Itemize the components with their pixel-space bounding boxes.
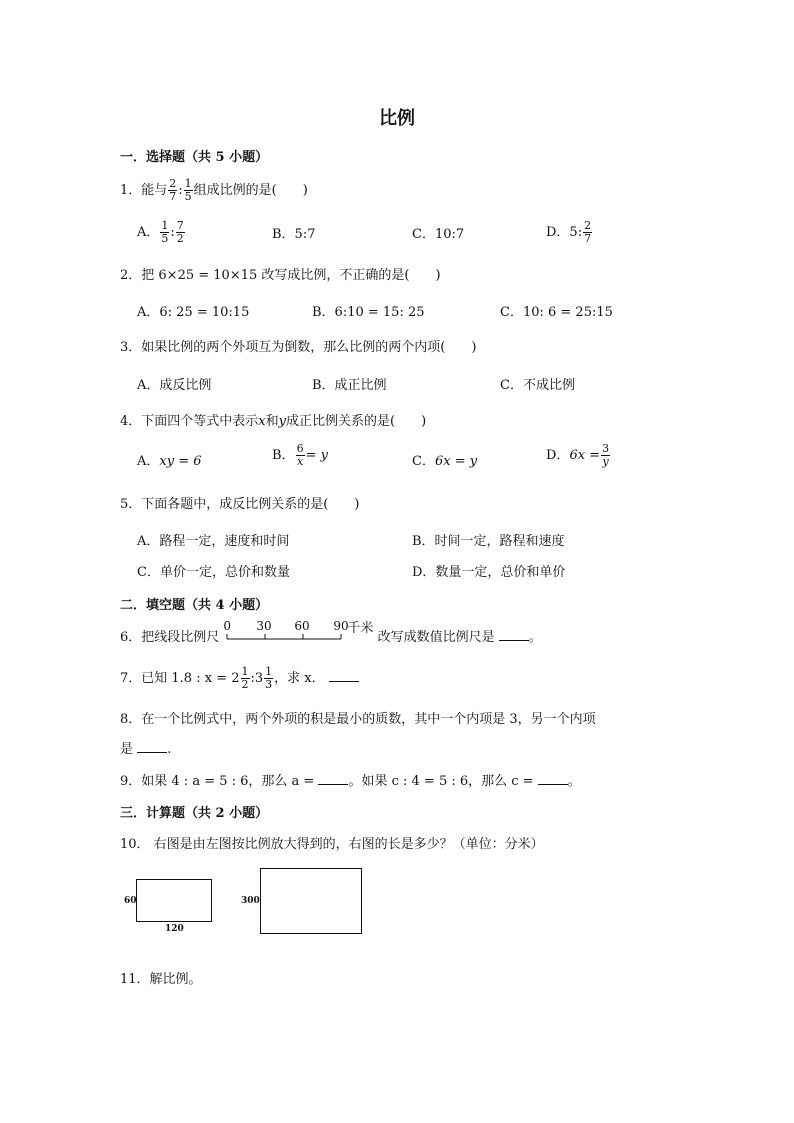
q3-option-c[interactable]: C．不成比例 bbox=[500, 378, 575, 393]
question-8-line-1: 8．在一个比例式中，两个外项的积是最小的质数，其中一个内项是 3，另一个内项 bbox=[120, 712, 596, 727]
question-4: 4．下面四个等式中表示x和y成正比例关系的是( ) bbox=[120, 414, 427, 429]
question-5: 5．下面各题中，成反比例关系的是( ) bbox=[120, 497, 360, 512]
q9-c-answer-blank[interactable] bbox=[538, 772, 568, 785]
q4-option-a[interactable]: A．xy = 6 bbox=[137, 454, 202, 469]
page-title: 比例 bbox=[379, 108, 415, 129]
question-1: 1．能与 $\frac{2}{7}$ : $\frac{1}{5}$ 组成比例的是( ) bbox=[120, 177, 308, 203]
section-heading-fill: 二．填空题（共 4 小题） bbox=[120, 598, 269, 613]
q1-option-d[interactable]: D．5: $\frac{2}{7}$ bbox=[546, 219, 592, 245]
q4-option-b[interactable]: B． $\frac{6}{x}$ = y bbox=[272, 442, 328, 468]
q1-prefix: 1．能与 bbox=[120, 183, 168, 198]
q9-a-answer-blank[interactable] bbox=[318, 772, 348, 785]
left-rect-width-label: 120 bbox=[165, 924, 184, 934]
q5-option-c[interactable]: C．单价一定，总价和数量 bbox=[137, 565, 290, 580]
q1-fraction-1: $\frac{2}{7}$ bbox=[169, 177, 177, 203]
question-2: 2．把 6×25 = 10×15 改写成比例，不正确的是( ) bbox=[120, 268, 441, 283]
q2-option-c[interactable]: C．10: 6 = 25:15 bbox=[500, 305, 613, 320]
section-heading-calc: 三．计算题（共 2 小题） bbox=[120, 806, 269, 821]
q6-answer-blank[interactable] bbox=[499, 628, 529, 641]
q1-option-a[interactable]: A． $\frac{1}{5}$ : $\frac{7}{2}$ bbox=[137, 219, 184, 245]
question-3: 3．如果比例的两个外项互为倒数，那么比例的两个内项( ) bbox=[120, 340, 477, 355]
scale-unit: 千米 bbox=[347, 620, 374, 636]
q3-option-a[interactable]: A．成反比例 bbox=[137, 378, 212, 393]
q4-option-c[interactable]: C．6x = y bbox=[412, 454, 478, 469]
line-scale-ruler bbox=[223, 618, 374, 649]
q2-option-a[interactable]: A．6: 25 = 10:15 bbox=[137, 305, 250, 320]
left-rect-height-label: 60 bbox=[124, 896, 137, 906]
q1-option-c[interactable]: C．10:7 bbox=[412, 227, 465, 242]
q2-option-b[interactable]: B．6:10 = 15: 25 bbox=[312, 305, 425, 320]
question-9: 9．如果 4 : a = 5 : 6，那么 a = 。如果 c : 4 = 5 : 6，那么 c = 。 bbox=[120, 774, 581, 789]
question-11: 11．解比例。 bbox=[120, 972, 202, 987]
q4-option-d[interactable]: D．6x = $\frac{3}{y}$ bbox=[546, 442, 610, 468]
question-6: 6．把线段比例尺 0 30 60 90 千米 改写成数值比例尺是 。 bbox=[120, 626, 542, 649]
question-10: 10． 右图是由左图按比例放大得到的，右图的长是多少？（单位：分米） bbox=[120, 837, 544, 852]
question-7: 7．已知 1.8 : x = 2 $\frac{1}{2}$ : 3 $\frac{1}{3}$ ，求 x． bbox=[120, 666, 359, 691]
right-rectangle bbox=[260, 868, 362, 934]
scale-tick-0: 0 bbox=[223, 618, 232, 633]
q1-option-b[interactable]: B．5:7 bbox=[272, 227, 316, 242]
q5-option-a[interactable]: A．路程一定，速度和时间 bbox=[137, 534, 290, 549]
left-rectangle bbox=[136, 879, 212, 922]
q1-fraction-2: $\frac{1}{5}$ bbox=[184, 177, 192, 203]
scale-tick-30: 30 bbox=[256, 618, 272, 633]
right-rect-height-label: 300 bbox=[241, 896, 260, 906]
q8-answer-blank[interactable] bbox=[137, 740, 167, 753]
q7-answer-blank[interactable] bbox=[329, 669, 359, 682]
q3-option-b[interactable]: B．成正比例 bbox=[312, 378, 387, 393]
section-heading-choice: 一．选择题（共 5 小题） bbox=[120, 150, 269, 165]
q5-option-d[interactable]: D．数量一定，总价和单价 bbox=[412, 565, 566, 580]
scale-tick-90: 90 bbox=[333, 618, 349, 633]
q5-option-b[interactable]: B．时间一定，路程和速度 bbox=[412, 534, 565, 549]
question-8-line-2: 是 . bbox=[120, 742, 172, 757]
scale-tick-60: 60 bbox=[294, 618, 310, 633]
